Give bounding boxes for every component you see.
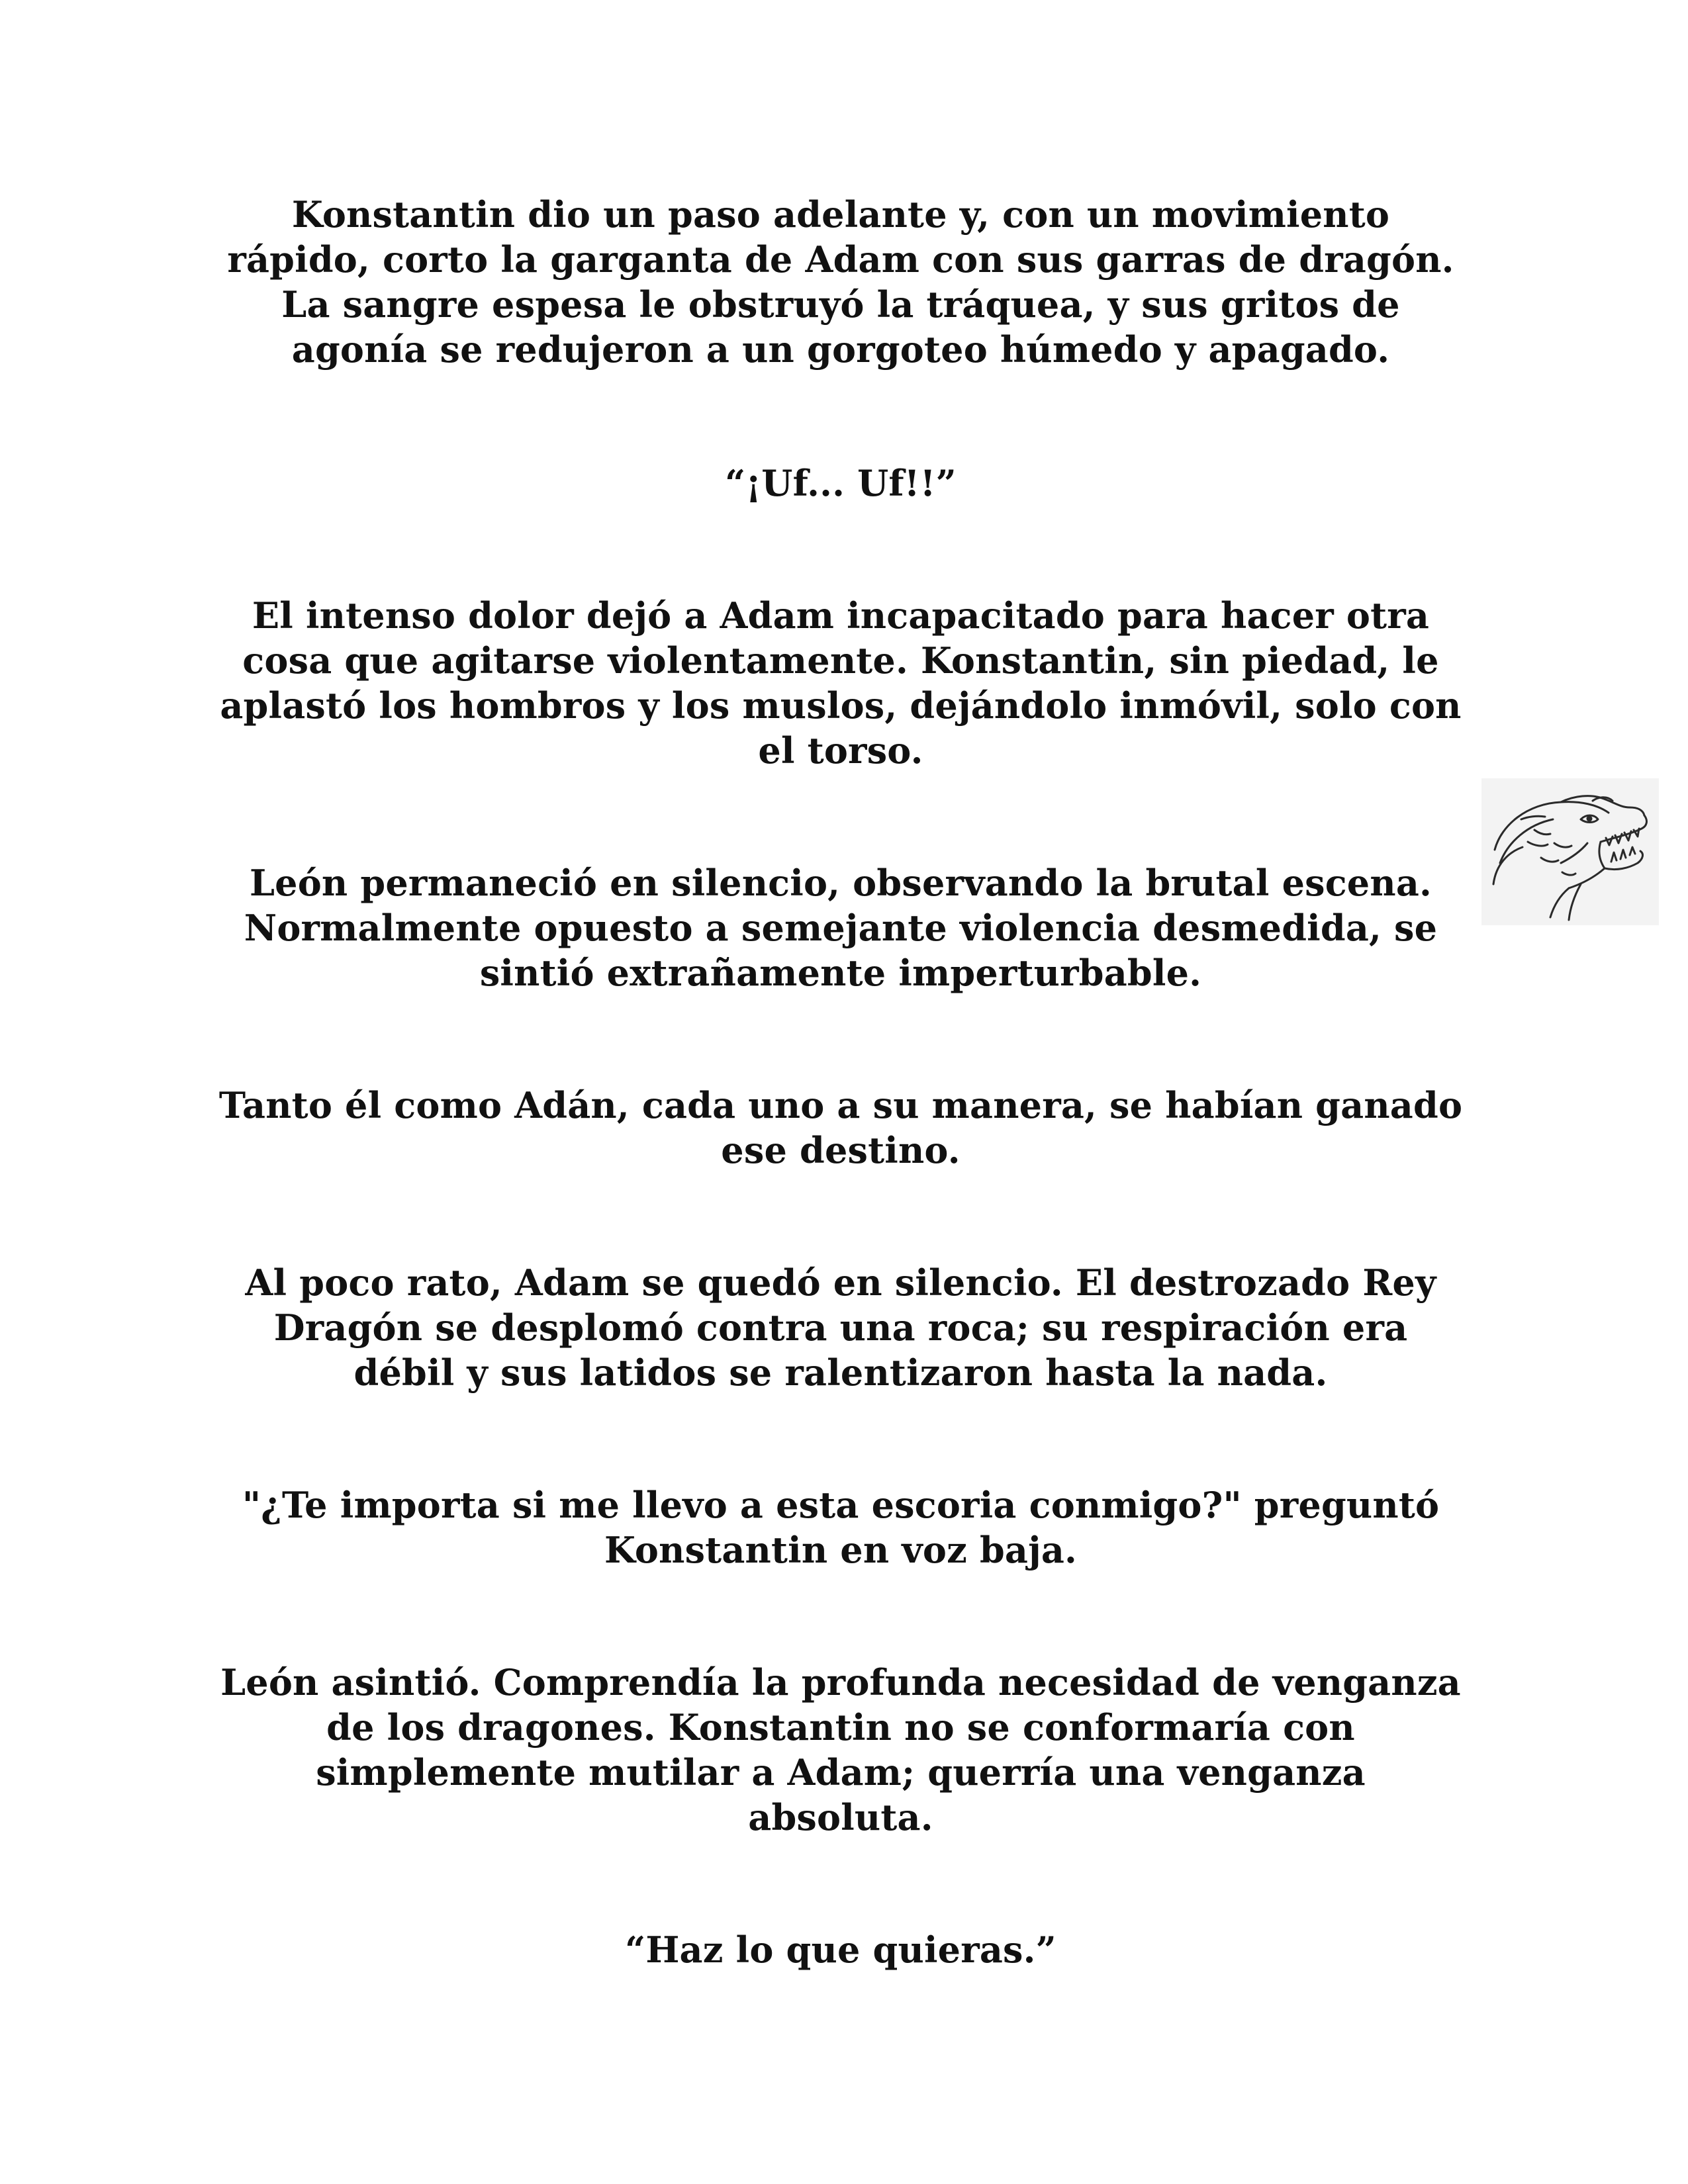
paragraph-9: “Haz lo que quieras.” — [625, 1929, 1056, 1971]
dragon-head-sketch-icon — [1481, 778, 1659, 925]
paragraph-3: El intenso dolor dejó a Adam incapacitado para hacer otra cosa que agitarse violentamente. Konstantin, sin piedad, le aplastó los hombros y los muslos, dejándolo inmóvil, solo con el torso. — [220, 594, 1462, 772]
paragraph-8: León asintió. Comprendía la profunda necesidad de venganza de los dragones. Konstantin no se conformaría con simplemente mutilar a Adam; querría una venganza absoluta. — [220, 1661, 1461, 1839]
paragraph-2: “¡Uf... Uf!!” — [725, 462, 957, 504]
paragraph-7: "¿Te importa si me llevo a esta escoria conmigo?" preguntó Konstantin en voz baja. — [242, 1484, 1440, 1571]
paragraph-1: Konstantin dio un paso adelante y, con un movimiento rápido, corto la garganta de Adam con sus garras de dragón. La sangre espesa le obstruyó la tráquea, y sus gritos de agonía se redujeron a un gorgoteo húmedo y apagado. — [227, 193, 1454, 371]
paragraph-6: Al poco rato, Adam se quedó en silencio. El destrozado Rey Dragón se desplomó contra una roca; su respiración era débil y sus latidos se ralentizaron hasta la nada. — [245, 1261, 1436, 1394]
paragraph-4: León permaneció en silencio, observando la brutal escena. Normalmente opuesto a semejante violencia desmedida, se sintió extrañamente imperturbable. — [244, 862, 1438, 994]
paragraph-5: Tanto él como Adán, cada uno a su manera, se habían ganado ese destino. — [218, 1084, 1463, 1171]
document-page — [218, 192, 1463, 1972]
